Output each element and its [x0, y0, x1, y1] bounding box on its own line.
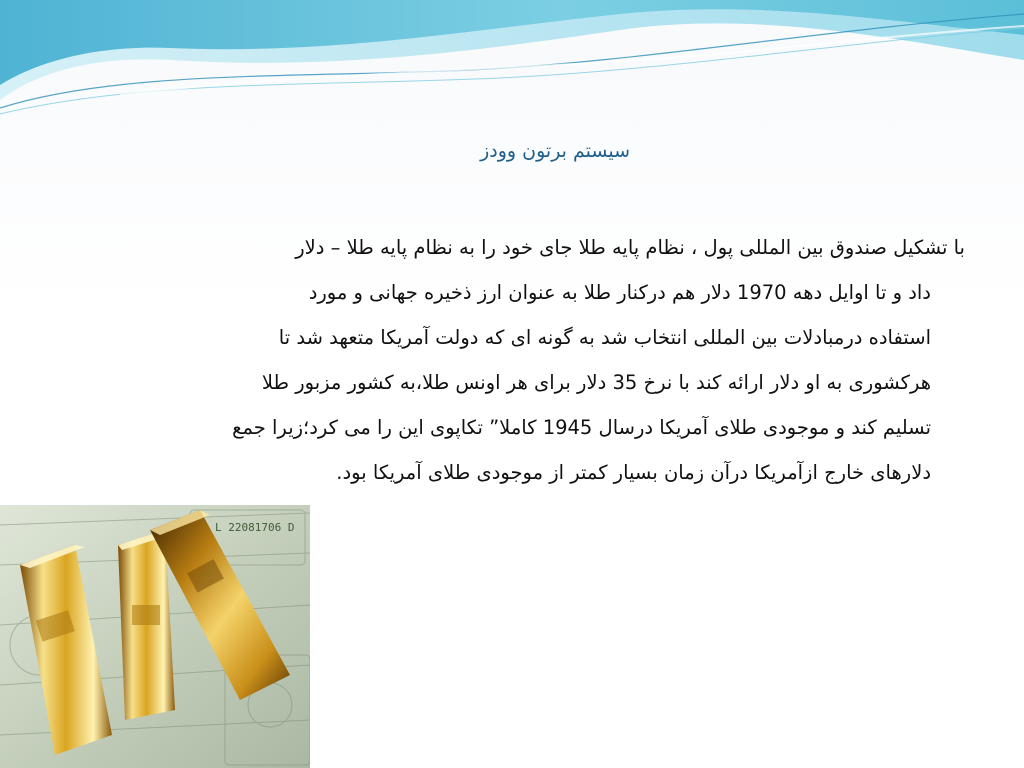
gold-bars-on-dollars-photo	[0, 505, 310, 768]
paragraph-line: دلارهای خارج ازآمریکا درآن زمان بسیار کمتر از موجودی طلای آمریکا بود.	[336, 461, 931, 484]
gold-bars-illustration	[0, 505, 310, 768]
banknote-serial: L 22081706 D	[215, 521, 295, 534]
paragraph-line: داد و تا اوایل دهه 1970 دلار هم درکنار طلا به عنوان ارز ذخیره جهانی و مورد	[308, 281, 931, 304]
slide-title: سیستم برتون وودز	[480, 140, 630, 162]
header-wave-decoration	[0, 0, 1024, 130]
paragraph-line: هرکشوری به او دلار ارائه کند با نرخ 35 دلار برای هر اونس طلا،به کشور مزبور طلا	[261, 371, 931, 394]
paragraph-line: تسلیم کند و موجودی طلای آمریکا درسال 1945 کاملا” تکاپوی این را می کرد؛زیرا جمع	[232, 416, 931, 439]
slide-body-paragraph	[60, 225, 965, 495]
paragraph-line: با تشکیل صندوق بین المللی پول ، نظام پایه طلا جای خود را به نظام پایه طلا – دلار	[295, 236, 965, 259]
paragraph-line: استفاده درمبادلات بین المللی انتخاب شد به گونه ای که دولت آمریکا متعهد شد تا	[278, 326, 931, 349]
